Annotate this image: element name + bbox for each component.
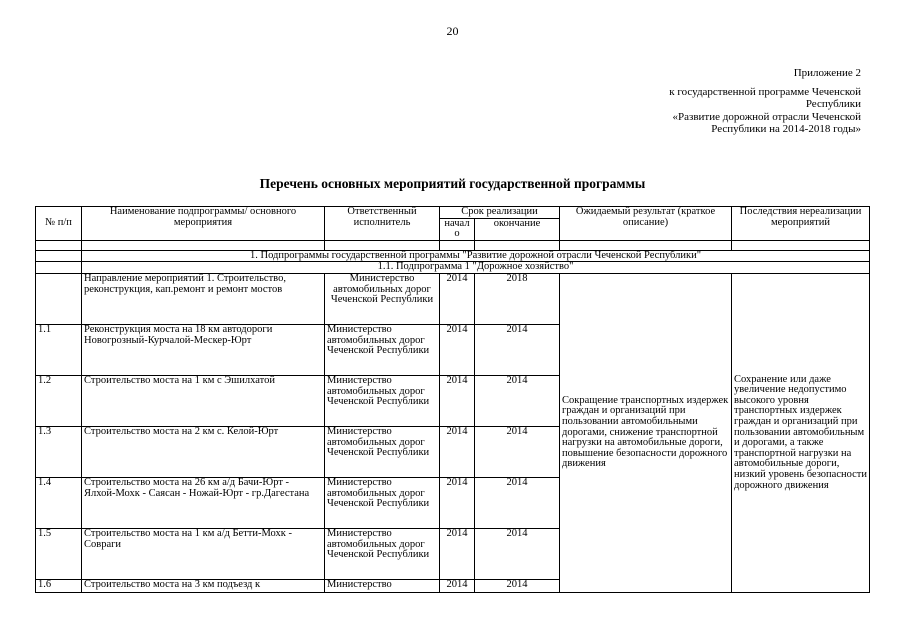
row-name: Строительство моста на 26 км а/д Бачи-Юрт - Ялхой-Мохк - Саясан - Ножай-Юрт - гр.Дагестана xyxy=(82,477,325,528)
row-num: 1.4 xyxy=(36,477,82,528)
table-header-row xyxy=(36,207,870,219)
direction-executor: Министерство автомобильных дорог Чеченской Республики xyxy=(325,273,440,324)
header-start: начал о xyxy=(440,218,475,240)
row-executor: Министерство автомобильных дорог Чеченской Республики xyxy=(325,426,440,477)
row-start: 2014 xyxy=(440,528,475,579)
row-end: 2014 xyxy=(475,375,560,426)
appendix-block xyxy=(601,67,861,135)
section-title: 1. Подпрограммы государственной программы "Развитие дорожной отрасли Чеченской Республики" xyxy=(82,250,870,262)
header-result: Ожидаемый результат (краткое описание) xyxy=(560,207,732,241)
row-executor: Министерство автомобильных дорог Чеченской Республики xyxy=(325,477,440,528)
direction-name: Направление мероприятий 1. Строительство, реконструкция, кап.ремонт и ремонт мостов xyxy=(82,273,325,324)
row-num: 1.5 xyxy=(36,528,82,579)
row-start: 2014 xyxy=(440,426,475,477)
row-start: 2014 xyxy=(440,324,475,375)
row-start: 2014 xyxy=(440,477,475,528)
page-number: 20 xyxy=(446,24,459,38)
row-executor: Министерство автомобильных дорог Чеченской Республики xyxy=(325,324,440,375)
section-row xyxy=(36,250,870,262)
appendix-line-5: Республики на 2014-2018 годы» xyxy=(711,122,861,135)
row-end: 2014 xyxy=(475,426,560,477)
appendix-line-3: Республики xyxy=(805,98,861,111)
header-period: Срок реализации xyxy=(440,207,560,219)
row-num: 1.1 xyxy=(36,324,82,375)
row-end: 2014 xyxy=(475,528,560,579)
row-name: Реконструкция моста на 18 км автодороги Новогрозный-Курчалой-Мескер-Юрт xyxy=(82,324,325,375)
row-name: Строительство моста на 1 км а/д Бетти-Мохк - Совраги xyxy=(82,528,325,579)
direction-row xyxy=(36,273,870,324)
row-executor: Министерство автомобильных дорог Чеченской Республики xyxy=(325,528,440,579)
measures-table xyxy=(35,206,870,593)
row-num: 1.6 xyxy=(36,579,82,592)
row-start: 2014 xyxy=(440,375,475,426)
header-name: Наименование подпрограммы/ основного мероприятия xyxy=(82,207,325,241)
empty-row xyxy=(36,240,870,250)
row-num: 1.3 xyxy=(36,426,82,477)
header-num: № п/п xyxy=(36,207,82,241)
row-name: Строительство моста на 2 км с. Келой-Юрт xyxy=(82,426,325,477)
subsection-title: 1.1. Подпрограмма 1 "Дорожное хозяйство" xyxy=(82,262,870,274)
result-cell: Сокращение транспортных издержек граждан и организаций при пользовании автомобильными дорогами, снижение транспортной нагрузки на автомобильные дороги, повышение безопасности дорожного движения xyxy=(560,273,732,592)
direction-start: 2014 xyxy=(440,273,475,324)
document-title: Перечень основных мероприятий государственной программы xyxy=(259,176,646,191)
appendix-line-2: к государственной программе Чеченской xyxy=(669,86,861,99)
row-num: 1.2 xyxy=(36,375,82,426)
header-executor: Ответственный исполнитель xyxy=(325,207,440,241)
header-consequences: Последствия нереализации мероприятий xyxy=(732,207,870,241)
row-executor: Министерство xyxy=(325,579,440,592)
row-name: Строительство моста на 3 км подъезд к xyxy=(82,579,325,592)
appendix-line-1: Приложение 2 xyxy=(793,67,861,79)
direction-end: 2018 xyxy=(475,273,560,324)
row-end: 2014 xyxy=(475,324,560,375)
row-start: 2014 xyxy=(440,579,475,592)
appendix-line-4: «Развитие дорожной отрасли Чеченской xyxy=(672,110,861,123)
consequences-cell: Сохранение или даже увеличение недопустимо высокого уровня транспортных издержек граждан и организаций при пользовании автомобильным и дорогами, а также транспортной нагрузки на автомобильные дороги, низкий уровень безопасности дорожного движения xyxy=(732,273,870,592)
row-executor: Министерство автомобильных дорог Чеченской Республики xyxy=(325,375,440,426)
row-end: 2014 xyxy=(475,579,560,592)
row-end: 2014 xyxy=(475,477,560,528)
subsection-row xyxy=(36,262,870,274)
row-name: Строительство моста на 1 км с Эшилхатой xyxy=(82,375,325,426)
header-end: окончание xyxy=(475,218,560,240)
